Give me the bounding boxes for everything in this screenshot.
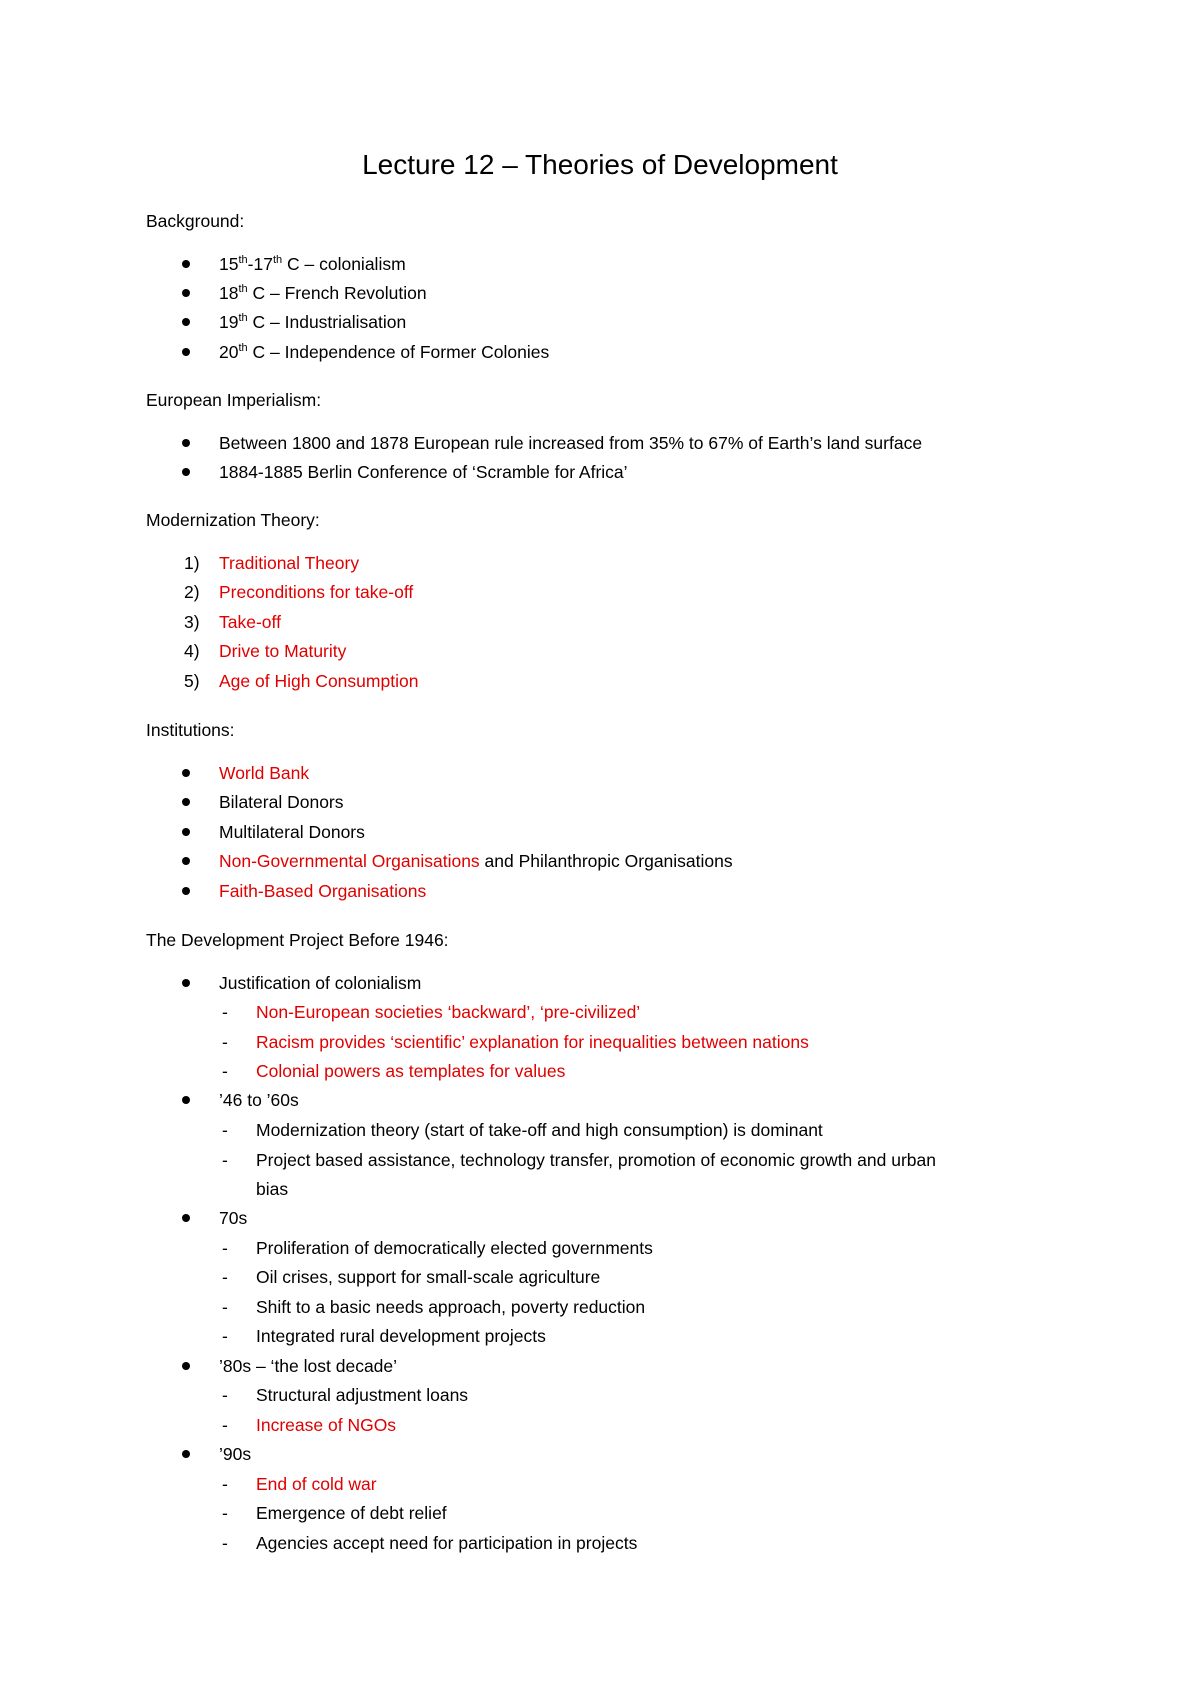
period-point: Modernization theory (start of take-off and high consumption) is dominant [256,1120,823,1140]
list-number: 4) [184,641,200,661]
background-item-2: 18th C – French Revolution [219,283,427,303]
bullet-icon [182,887,190,895]
period-point: Project based assistance, technology transfer, promotion of economic growth and urban [256,1150,936,1170]
period-point: Increase of NGOs [256,1415,397,1435]
modernization-stage-1: Traditional Theory [219,553,360,573]
period-label: Justification of colonialism [219,973,422,993]
period-point: Integrated rural development projects [256,1326,546,1346]
list-number: 3) [184,612,200,632]
dash-marker: - [222,1326,228,1346]
institutions-heading: Institutions: [146,720,235,740]
background-item-4: 20th C – Independence of Former Colonies [219,342,550,362]
bullet-icon [182,1096,190,1104]
institution-item-5: Faith-Based Organisations [219,881,427,901]
period-point: Agencies accept need for participation in projects [256,1533,638,1553]
institution-item-4: Non-Governmental Organisations and Philanthropic Organisations [219,851,733,871]
period-point: Racism provides ‘scientific’ explanation for inequalities between nations [256,1032,809,1052]
bullet-icon [182,260,190,268]
period-label: ’80s – ‘the lost decade’ [219,1356,398,1376]
bullet-icon [182,468,190,476]
period-point: Structural adjustment loans [256,1385,469,1405]
imperialism-item-2: 1884-1885 Berlin Conference of ‘Scramble for Africa’ [219,462,628,482]
background-heading: Background: [146,211,245,231]
page-title: Lecture 12 – Theories of Development [362,149,838,180]
bullet-icon [182,769,190,777]
dash-marker: - [222,1267,228,1287]
bullet-icon [182,289,190,297]
bullet-icon [182,857,190,865]
period-label: 70s [219,1208,248,1228]
background-item-1: 15th-17th C – colonialism [219,254,406,274]
period-point: End of cold war [256,1474,377,1494]
before1946-heading: The Development Project Before 1946: [146,930,449,950]
dash-marker: - [222,1061,228,1081]
period-point-continuation: bias [256,1179,289,1199]
dash-marker: - [222,1297,228,1317]
bullet-icon [182,318,190,326]
modernization-heading: Modernization Theory: [146,510,320,530]
bullet-icon [182,1214,190,1222]
dash-marker: - [222,1032,228,1052]
list-number: 5) [184,671,200,691]
bullet-icon [182,348,190,356]
period-point: Oil crises, support for small-scale agriculture [256,1267,601,1287]
institution-item-1: World Bank [219,763,310,783]
dash-marker: - [222,1120,228,1140]
institution-item-2: Bilateral Donors [219,792,344,812]
background-item-3: 19th C – Industrialisation [219,312,407,332]
modernization-stage-4: Drive to Maturity [219,641,347,661]
dash-marker: - [222,1150,228,1170]
bullet-icon [182,1450,190,1458]
bullet-icon [182,439,190,447]
dash-marker: - [222,1474,228,1494]
dash-marker: - [222,1533,228,1553]
list-number: 1) [184,553,200,573]
dash-marker: - [222,1503,228,1523]
dash-marker: - [222,1238,228,1258]
period-point: Non-European societies ‘backward’, ‘pre-civilized’ [256,1002,641,1022]
period-point: Proliferation of democratically elected governments [256,1238,653,1258]
institution-item-3: Multilateral Donors [219,822,365,842]
period-point: Colonial powers as templates for values [256,1061,566,1081]
dash-marker: - [222,1415,228,1435]
dash-marker: - [222,1385,228,1405]
modernization-stage-2: Preconditions for take-off [219,582,414,602]
imperialism-item-1: Between 1800 and 1878 European rule increased from 35% to 67% of Earth’s land surface [219,433,923,453]
imperialism-heading: European Imperialism: [146,390,322,410]
period-point: Emergence of debt relief [256,1503,447,1523]
bullet-icon [182,979,190,987]
bullet-icon [182,1362,190,1370]
period-point: Shift to a basic needs approach, poverty reduction [256,1297,646,1317]
period-label: ’90s [219,1444,252,1464]
dash-marker: - [222,1002,228,1022]
modernization-stage-3: Take-off [219,612,281,632]
modernization-stage-5: Age of High Consumption [219,671,419,691]
period-label: ’46 to ’60s [219,1090,299,1110]
bullet-icon [182,828,190,836]
bullet-icon [182,798,190,806]
list-number: 2) [184,582,200,602]
